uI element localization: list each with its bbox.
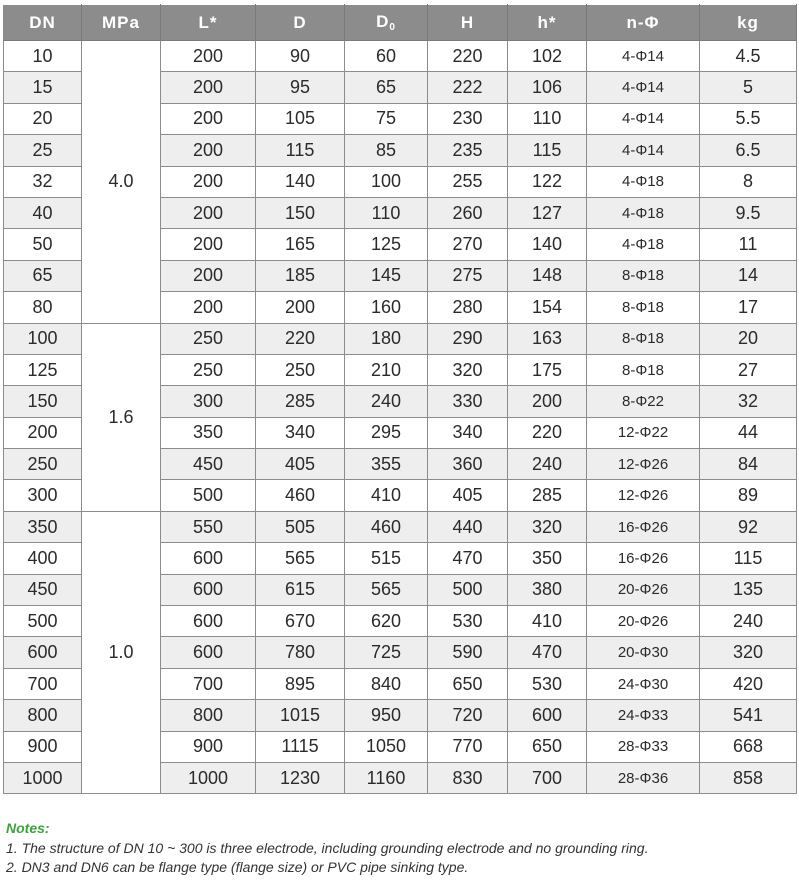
cell-kg: 32 (700, 386, 797, 417)
cell-h: 470 (428, 543, 508, 574)
cell-d: 250 (256, 354, 345, 385)
cell-h: 330 (428, 386, 508, 417)
table-body (4, 41, 797, 794)
cell-n-phi: 16-Φ26 (587, 543, 700, 574)
header-dn: DN (4, 5, 82, 41)
cell-n-phi: 24-Φ30 (587, 668, 700, 699)
cell-n-phi: 8-Φ18 (587, 260, 700, 291)
specification-table (3, 4, 797, 794)
cell-kg: 5 (700, 72, 797, 103)
cell-d0: 565 (345, 574, 428, 605)
cell-h-small: 127 (508, 197, 587, 228)
cell-l: 250 (161, 354, 256, 385)
cell-kg: 320 (700, 637, 797, 668)
cell-kg: 9.5 (700, 197, 797, 228)
cell-l: 200 (161, 135, 256, 166)
cell-l: 800 (161, 700, 256, 731)
cell-d0: 725 (345, 637, 428, 668)
cell-d: 90 (256, 41, 345, 72)
cell-d: 895 (256, 668, 345, 699)
cell-d0: 65 (345, 72, 428, 103)
cell-d0: 125 (345, 229, 428, 260)
cell-dn: 32 (4, 166, 82, 197)
cell-n-phi: 12-Φ26 (587, 480, 700, 511)
header-h: H (428, 5, 508, 41)
cell-kg: 541 (700, 700, 797, 731)
cell-d: 200 (256, 292, 345, 323)
header-d0-subscript: 0 (389, 22, 396, 33)
cell-n-phi: 28-Φ36 (587, 762, 700, 793)
cell-h-small: 220 (508, 417, 587, 448)
cell-kg: 84 (700, 449, 797, 480)
cell-d: 285 (256, 386, 345, 417)
cell-h: 530 (428, 606, 508, 637)
cell-h-small: 154 (508, 292, 587, 323)
cell-dn: 900 (4, 731, 82, 762)
cell-kg: 420 (700, 668, 797, 699)
cell-dn: 40 (4, 197, 82, 228)
header-kg: kg (700, 5, 797, 41)
cell-kg: 11 (700, 229, 797, 260)
cell-kg: 858 (700, 762, 797, 793)
cell-h: 590 (428, 637, 508, 668)
cell-d: 220 (256, 323, 345, 354)
cell-d: 670 (256, 606, 345, 637)
cell-l: 600 (161, 606, 256, 637)
header-n-phi: n-Φ (587, 5, 700, 41)
cell-l: 450 (161, 449, 256, 480)
cell-dn: 15 (4, 72, 82, 103)
cell-l: 600 (161, 637, 256, 668)
cell-h-small: 110 (508, 103, 587, 134)
cell-h-small: 350 (508, 543, 587, 574)
header-d: D (256, 5, 345, 41)
cell-dn: 1000 (4, 762, 82, 793)
cell-mpa: 1.6 (82, 323, 161, 511)
note-line-1: 1. The structure of DN 10 ~ 300 is three electrode, including grounding electrode and no grounding ring. (6, 840, 649, 856)
header-h-small: h* (508, 5, 587, 41)
note-line-2: 2. DN3 and DN6 can be flange type (flange size) or PVC pipe sinking type. (6, 859, 469, 875)
cell-mpa: 4.0 (82, 41, 161, 324)
cell-l: 700 (161, 668, 256, 699)
cell-dn: 300 (4, 480, 82, 511)
cell-h-small: 102 (508, 41, 587, 72)
cell-kg: 92 (700, 511, 797, 542)
cell-l: 200 (161, 41, 256, 72)
cell-h: 290 (428, 323, 508, 354)
cell-kg: 8 (700, 166, 797, 197)
cell-n-phi: 24-Φ33 (587, 700, 700, 731)
cell-l: 200 (161, 103, 256, 134)
cell-kg: 4.5 (700, 41, 797, 72)
cell-n-phi: 8-Φ22 (587, 386, 700, 417)
cell-d0: 295 (345, 417, 428, 448)
cell-n-phi: 20-Φ26 (587, 574, 700, 605)
cell-h: 650 (428, 668, 508, 699)
cell-d: 505 (256, 511, 345, 542)
cell-n-phi: 4-Φ14 (587, 41, 700, 72)
cell-d0: 110 (345, 197, 428, 228)
cell-d: 615 (256, 574, 345, 605)
cell-d0: 180 (345, 323, 428, 354)
cell-d0: 410 (345, 480, 428, 511)
cell-h-small: 240 (508, 449, 587, 480)
cell-h: 222 (428, 72, 508, 103)
cell-d0: 840 (345, 668, 428, 699)
cell-h: 275 (428, 260, 508, 291)
cell-h-small: 115 (508, 135, 587, 166)
cell-d: 565 (256, 543, 345, 574)
cell-d0: 75 (345, 103, 428, 134)
cell-dn: 500 (4, 606, 82, 637)
cell-l: 200 (161, 166, 256, 197)
header-d0 (345, 5, 428, 41)
cell-d0: 460 (345, 511, 428, 542)
cell-h: 340 (428, 417, 508, 448)
cell-d0: 145 (345, 260, 428, 291)
cell-dn: 80 (4, 292, 82, 323)
cell-h-small: 470 (508, 637, 587, 668)
cell-l: 300 (161, 386, 256, 417)
cell-l: 200 (161, 72, 256, 103)
cell-d0: 240 (345, 386, 428, 417)
cell-dn: 100 (4, 323, 82, 354)
cell-d0: 1160 (345, 762, 428, 793)
cell-h-small: 285 (508, 480, 587, 511)
cell-l: 350 (161, 417, 256, 448)
cell-d: 150 (256, 197, 345, 228)
header-mpa: MPa (82, 5, 161, 41)
cell-h: 360 (428, 449, 508, 480)
cell-l: 200 (161, 197, 256, 228)
cell-d0: 100 (345, 166, 428, 197)
cell-l: 250 (161, 323, 256, 354)
cell-n-phi: 4-Φ14 (587, 72, 700, 103)
cell-n-phi: 4-Φ18 (587, 197, 700, 228)
header-d0-main: D (376, 12, 390, 31)
cell-d0: 620 (345, 606, 428, 637)
cell-h-small: 380 (508, 574, 587, 605)
cell-dn: 700 (4, 668, 82, 699)
cell-dn: 400 (4, 543, 82, 574)
cell-kg: 6.5 (700, 135, 797, 166)
cell-d: 340 (256, 417, 345, 448)
cell-dn: 25 (4, 135, 82, 166)
cell-mpa: 1.0 (82, 511, 161, 794)
cell-d: 1015 (256, 700, 345, 731)
cell-d: 1115 (256, 731, 345, 762)
cell-h-small: 700 (508, 762, 587, 793)
cell-d: 185 (256, 260, 345, 291)
cell-d: 140 (256, 166, 345, 197)
cell-d0: 355 (345, 449, 428, 480)
cell-n-phi: 8-Φ18 (587, 323, 700, 354)
cell-n-phi: 4-Φ18 (587, 229, 700, 260)
cell-n-phi: 20-Φ26 (587, 606, 700, 637)
cell-kg: 14 (700, 260, 797, 291)
cell-dn: 10 (4, 41, 82, 72)
cell-h: 720 (428, 700, 508, 731)
cell-dn: 800 (4, 700, 82, 731)
cell-d: 460 (256, 480, 345, 511)
cell-kg: 5.5 (700, 103, 797, 134)
cell-d0: 950 (345, 700, 428, 731)
cell-kg: 668 (700, 731, 797, 762)
cell-h-small: 200 (508, 386, 587, 417)
cell-kg: 135 (700, 574, 797, 605)
cell-d: 105 (256, 103, 345, 134)
cell-kg: 44 (700, 417, 797, 448)
cell-h-small: 106 (508, 72, 587, 103)
cell-h: 280 (428, 292, 508, 323)
cell-l: 200 (161, 260, 256, 291)
cell-dn: 50 (4, 229, 82, 260)
cell-d0: 210 (345, 354, 428, 385)
cell-d0: 515 (345, 543, 428, 574)
cell-kg: 17 (700, 292, 797, 323)
cell-l: 200 (161, 292, 256, 323)
cell-kg: 240 (700, 606, 797, 637)
cell-h: 270 (428, 229, 508, 260)
cell-n-phi: 8-Φ18 (587, 292, 700, 323)
cell-h: 230 (428, 103, 508, 134)
notes-section (6, 820, 794, 878)
cell-dn: 200 (4, 417, 82, 448)
cell-n-phi: 4-Φ18 (587, 166, 700, 197)
cell-kg: 27 (700, 354, 797, 385)
cell-n-phi: 12-Φ22 (587, 417, 700, 448)
cell-dn: 450 (4, 574, 82, 605)
cell-d0: 1050 (345, 731, 428, 762)
notes-title: Notes: (6, 820, 50, 836)
cell-d: 1230 (256, 762, 345, 793)
cell-h-small: 410 (508, 606, 587, 637)
cell-n-phi: 20-Φ30 (587, 637, 700, 668)
cell-h-small: 600 (508, 700, 587, 731)
cell-l: 500 (161, 480, 256, 511)
cell-l: 600 (161, 543, 256, 574)
cell-n-phi: 28-Φ33 (587, 731, 700, 762)
cell-h: 770 (428, 731, 508, 762)
cell-n-phi: 12-Φ26 (587, 449, 700, 480)
cell-d: 115 (256, 135, 345, 166)
cell-kg: 89 (700, 480, 797, 511)
cell-h-small: 530 (508, 668, 587, 699)
cell-kg: 20 (700, 323, 797, 354)
cell-h-small: 163 (508, 323, 587, 354)
cell-kg: 115 (700, 543, 797, 574)
cell-d0: 85 (345, 135, 428, 166)
cell-dn: 350 (4, 511, 82, 542)
cell-n-phi: 4-Φ14 (587, 103, 700, 134)
table-row (4, 323, 797, 354)
cell-h: 405 (428, 480, 508, 511)
cell-d: 95 (256, 72, 345, 103)
cell-h: 255 (428, 166, 508, 197)
cell-dn: 125 (4, 354, 82, 385)
cell-d: 780 (256, 637, 345, 668)
cell-d0: 60 (345, 41, 428, 72)
cell-h: 500 (428, 574, 508, 605)
cell-h-small: 175 (508, 354, 587, 385)
cell-h-small: 140 (508, 229, 587, 260)
table-row (4, 41, 797, 72)
cell-h-small: 650 (508, 731, 587, 762)
cell-n-phi: 4-Φ14 (587, 135, 700, 166)
cell-dn: 250 (4, 449, 82, 480)
cell-dn: 20 (4, 103, 82, 134)
cell-h-small: 148 (508, 260, 587, 291)
cell-d: 165 (256, 229, 345, 260)
cell-h: 220 (428, 41, 508, 72)
cell-h: 320 (428, 354, 508, 385)
table-header-row (4, 5, 797, 41)
cell-dn: 600 (4, 637, 82, 668)
cell-h: 830 (428, 762, 508, 793)
table-row (4, 511, 797, 542)
cell-l: 200 (161, 229, 256, 260)
cell-l: 900 (161, 731, 256, 762)
cell-d: 405 (256, 449, 345, 480)
cell-h: 235 (428, 135, 508, 166)
cell-h-small: 320 (508, 511, 587, 542)
cell-d0: 160 (345, 292, 428, 323)
cell-dn: 150 (4, 386, 82, 417)
cell-l: 600 (161, 574, 256, 605)
cell-n-phi: 16-Φ26 (587, 511, 700, 542)
cell-h: 260 (428, 197, 508, 228)
cell-l: 1000 (161, 762, 256, 793)
cell-l: 550 (161, 511, 256, 542)
cell-dn: 65 (4, 260, 82, 291)
cell-h: 440 (428, 511, 508, 542)
header-l: L* (161, 5, 256, 41)
cell-n-phi: 8-Φ18 (587, 354, 700, 385)
cell-h-small: 122 (508, 166, 587, 197)
